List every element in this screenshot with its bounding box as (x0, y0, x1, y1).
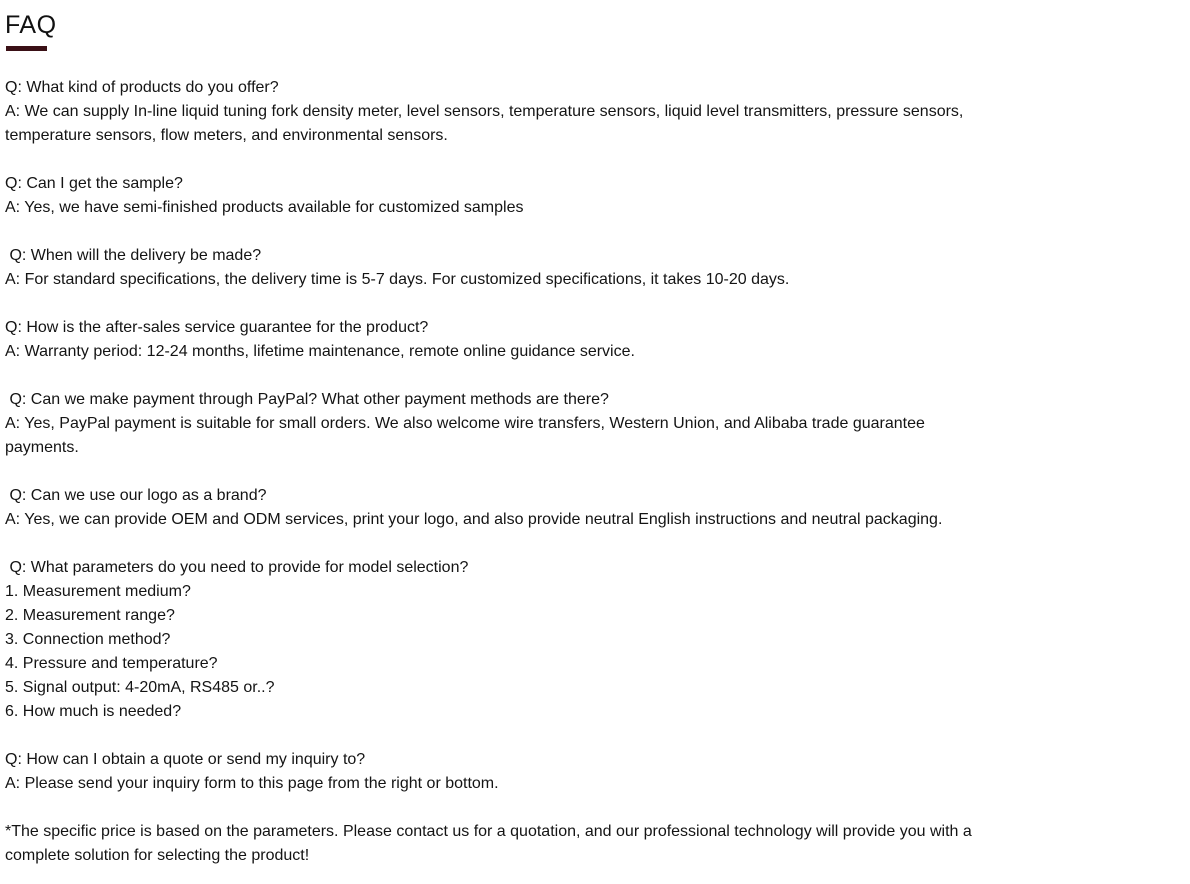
faq-item (5, 172, 1180, 220)
faq-line: 3. Connection method? (5, 631, 171, 648)
page-title: FAQ (5, 11, 57, 39)
faq-line: A: Yes, PayPal payment is suitable for small orders. We also welcome wire transfers, Western Union, and Alibaba trade guarantee (5, 415, 925, 432)
faq-item (5, 388, 1180, 460)
faq-line: A: Yes, we have semi-finished products available for customized samples (5, 199, 524, 216)
faq-line: Q: Can I get the sample? (5, 175, 183, 192)
faq-line: Q: What kind of products do you offer? (5, 79, 279, 96)
faq-line: 2. Measurement range? (5, 607, 175, 624)
faq-item (5, 484, 1180, 532)
faq-line: Q: When will the delivery be made? (5, 247, 262, 264)
faq-line: 1. Measurement medium? (5, 583, 191, 600)
faq-line: A: Yes, we can provide OEM and ODM services, print your logo, and also provide neutral English instructions and neutral packaging. (5, 511, 943, 528)
faq-item (5, 556, 1180, 724)
faq-line: Q: Can we use our logo as a brand? (5, 487, 267, 504)
faq-line: 5. Signal output: 4-20mA, RS485 or..? (5, 679, 275, 696)
faq-item (5, 748, 1180, 796)
faq-line: A: Please send your inquiry form to this page from the right or bottom. (5, 775, 499, 792)
faq-line: temperature sensors, flow meters, and environmental sensors. (5, 127, 448, 144)
footnote-line: *The specific price is based on the parameters. Please contact us for a quotation, and our professional technology will provide you with a (5, 823, 972, 840)
faq-item (5, 244, 1180, 292)
faq-line: 4. Pressure and temperature? (5, 655, 218, 672)
faq-line: Q: Can we make payment through PayPal? What other payment methods are there? (5, 391, 609, 408)
faq-item (5, 316, 1180, 364)
faq-item (5, 76, 1180, 148)
faq-line: A: We can supply In-line liquid tuning fork density meter, level sensors, temperature sensors, liquid level transmitters, pressure sensors, (5, 103, 964, 120)
faq-line: 6. How much is needed? (5, 703, 182, 720)
footnote-line: complete solution for selecting the product! (5, 847, 310, 864)
footnote (5, 820, 1180, 868)
faq-line: Q: How is the after-sales service guarantee for the product? (5, 319, 429, 336)
faq-list (5, 76, 1180, 796)
faq-line: A: For standard specifications, the delivery time is 5-7 days. For customized specifications, it takes 10-20 days. (5, 271, 790, 288)
faq-line: A: Warranty period: 12-24 months, lifetime maintenance, remote online guidance service. (5, 343, 635, 360)
faq-line: Q: How can I obtain a quote or send my inquiry to? (5, 751, 366, 768)
faq-line: Q: What parameters do you need to provide for model selection? (5, 559, 469, 576)
title-underline (6, 46, 47, 51)
faq-line: payments. (5, 439, 79, 456)
